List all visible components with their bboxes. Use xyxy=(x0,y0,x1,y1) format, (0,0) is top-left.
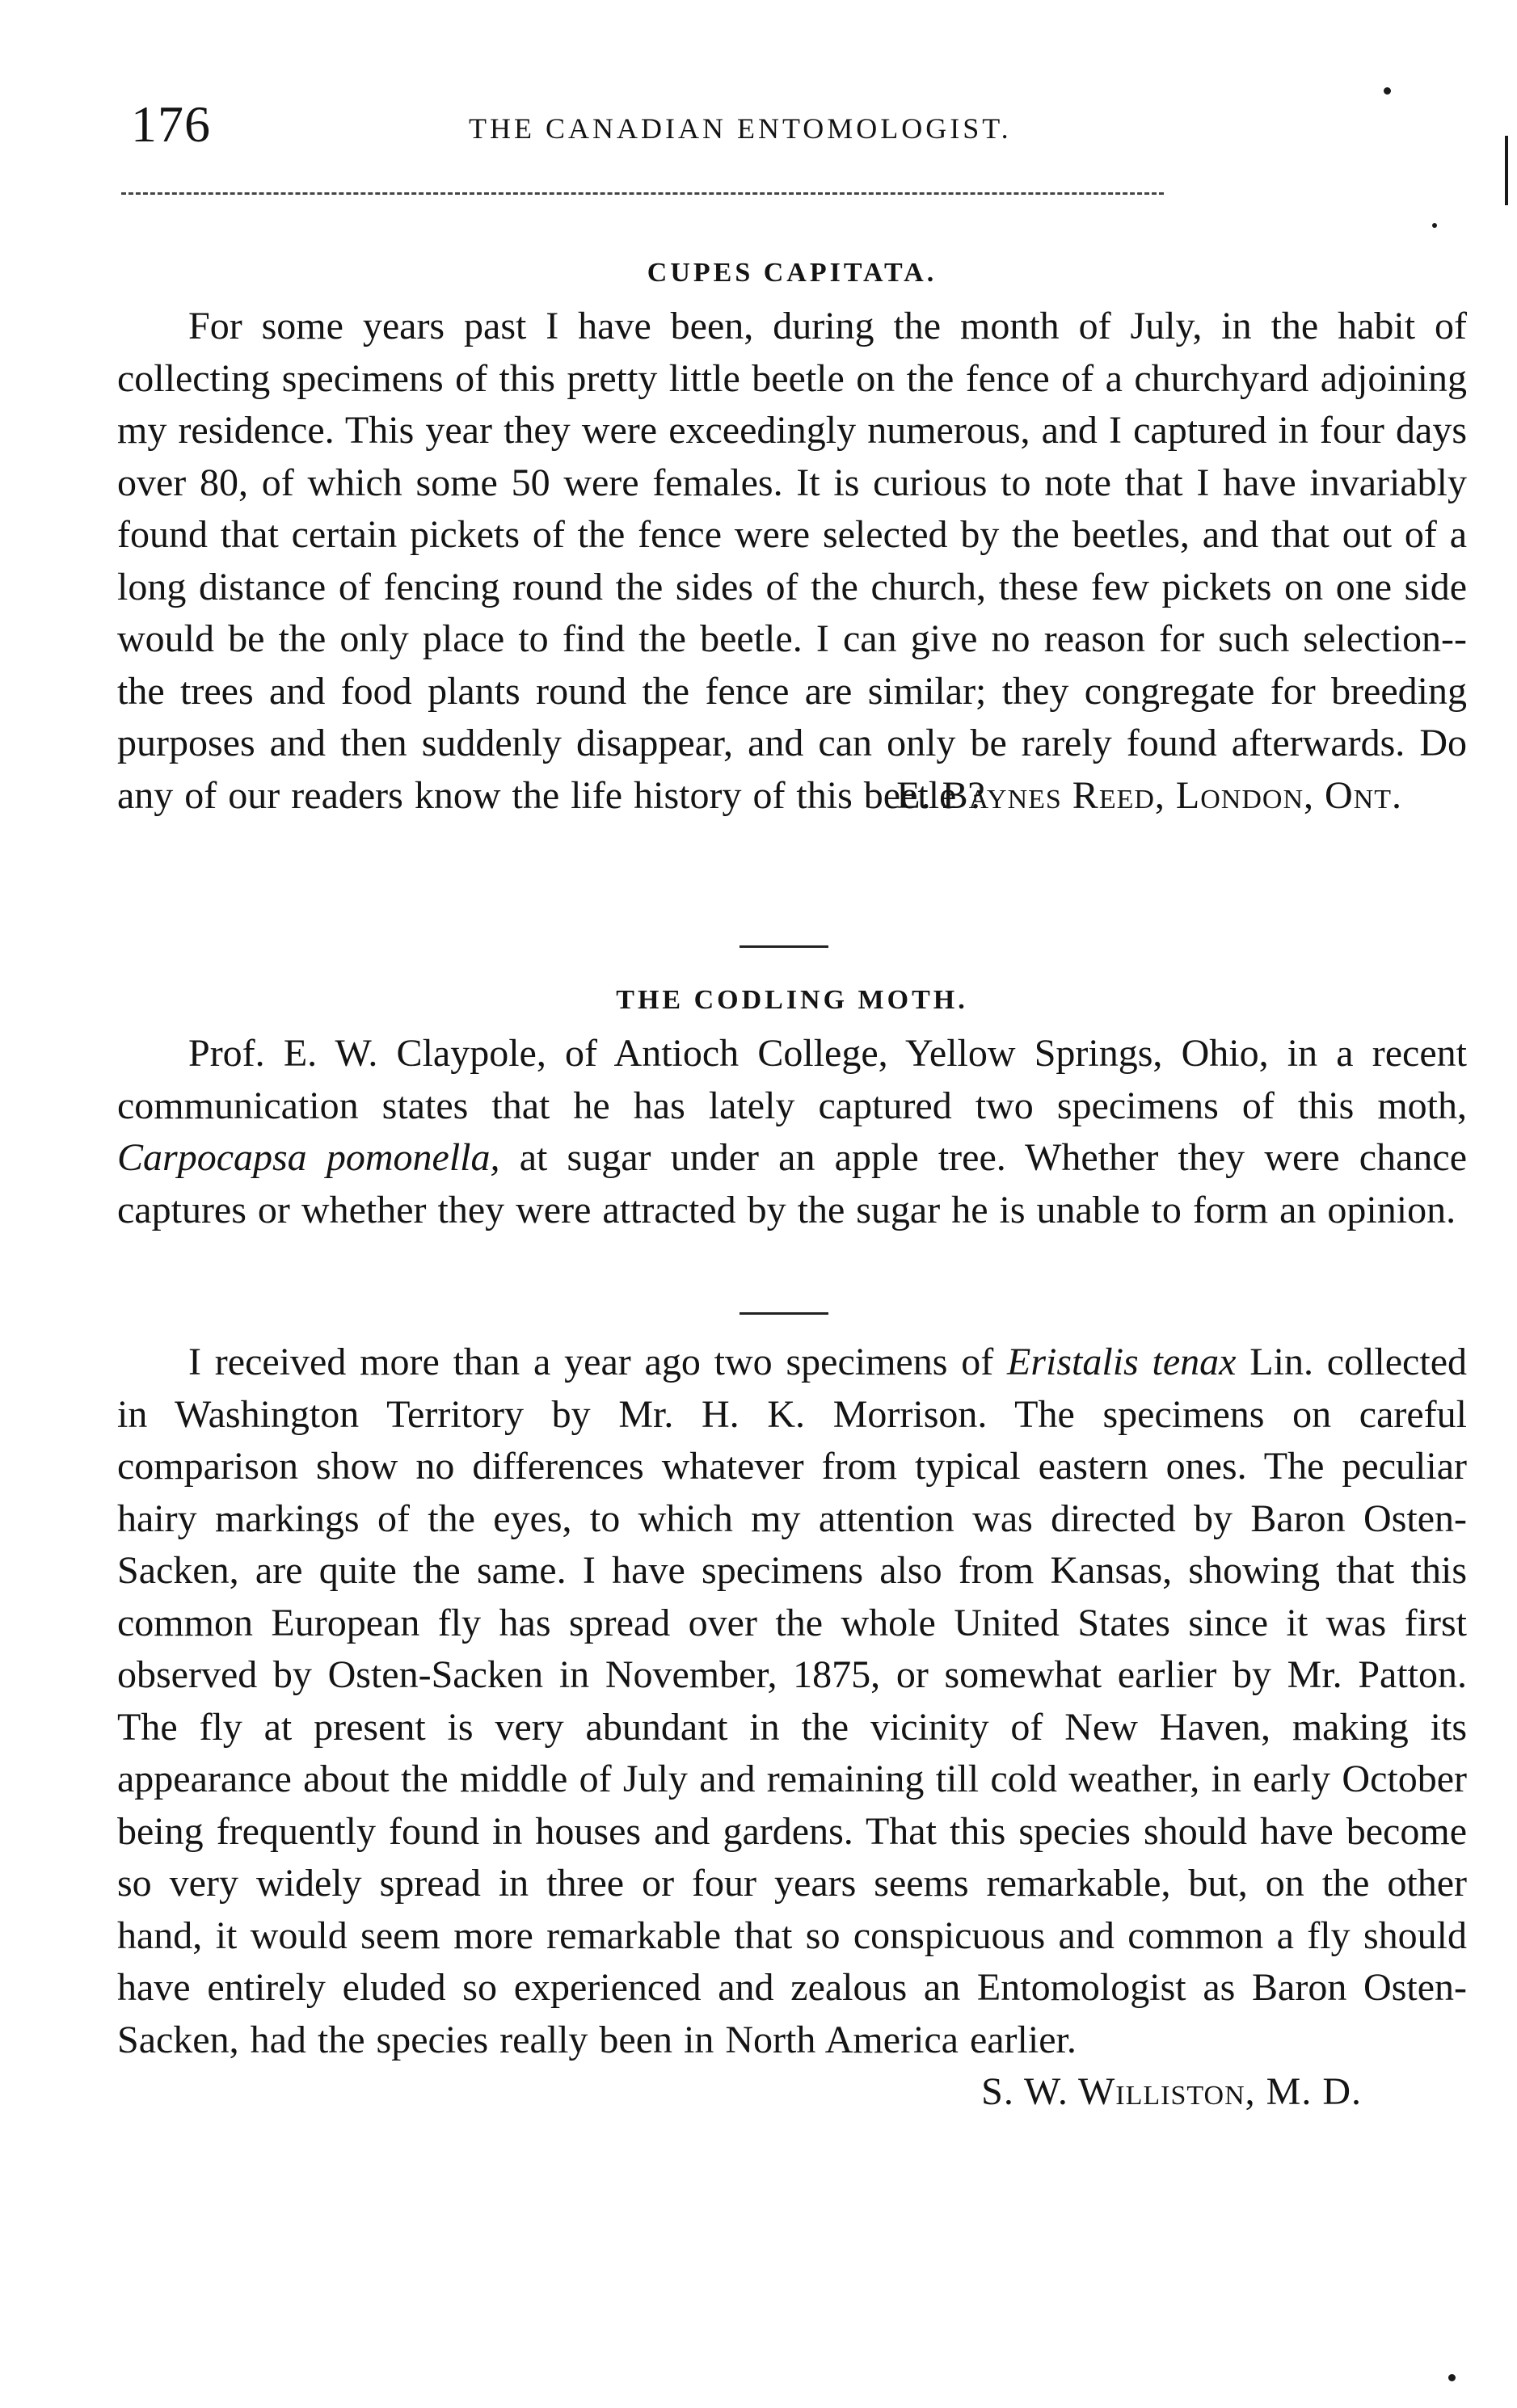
article-body xyxy=(117,1337,1467,2066)
section-rule xyxy=(740,945,828,948)
body-text: Prof. E. W. Claypole, of Antioch College, Yellow Springs, Ohio, in a recent communication states that he has lately captured two specimens of this moth, xyxy=(117,1032,1467,1127)
article-codling-moth xyxy=(117,984,1467,1236)
margin-speck xyxy=(1432,223,1437,228)
author-name: E. Baynes Reed, London, Ont. xyxy=(896,774,1402,817)
article-body xyxy=(117,1028,1467,1236)
margin-speck xyxy=(1384,87,1391,95)
species-name: Eristalis tenax xyxy=(1007,1341,1237,1383)
margin-line xyxy=(1505,136,1508,205)
journal-title: THE CANADIAN ENTOMOLOGIST. xyxy=(469,112,1012,145)
body-text: I received more than a year ago two specimens of xyxy=(188,1341,1008,1383)
article-body: For some years past I have been, during the month of July, in the habit of collecting specimens of this pretty little beetle on the fence of a churchyard adjoining my residence. This year they were exceedingly numerous, and I captured in four days over 80, of which some 50 were females. It is curious to note that I have invariably found that certain pickets of the fence were selected by the beetles, and that out of a long distance of fencing round the sides of the church, these few pickets on one side would be the only place to find the beetle. I can give no reason for such selection--the trees and food plants round the fence are similar; they congregate for breeding purposes and then suddenly disappear, and can only be rarely found afterwards. Do any of our readers know the life history of this beetle ? xyxy=(117,305,1467,817)
header-rule xyxy=(121,192,1164,195)
body-text: Lin. collected in Washington Territory by Mr. H. K. Morrison. The specimens on careful comparison show no differences whatever from typical eastern ones. The peculiar hairy markings of the eyes, to which my attention was directed by Baron Osten-Sacken, are quite the same. I have specimens also from Kansas, showing that this common European fly has spread over the whole United States since it was first observed by Osten-Sacken in November, 1875, or somewhat earlier by Mr. Patton. The fly at present is very abundant in the vicinity of New Haven, making its appearance about the middle of July and remaining till cold weather, in early October being frequently found in houses and gardens. That this species should have become so very widely spread in three or four years seems remarkable, but, on the other hand, it would seem more remarkable that so conspicuous and common a fly should have entirely eluded so experienced and zealous an Entomologist as Baron Osten-Sacken, had the species really been in North America earlier. xyxy=(117,1341,1468,2061)
article-cupes-capitata xyxy=(117,257,1467,823)
page-number: 176 xyxy=(131,95,211,153)
body-text: at sugar under an apple tree. Whether they were chance captures or whether they were attracted by the sugar he is unable to form an opinion. xyxy=(117,1136,1467,1231)
article-heading: THE CODLING MOTH. xyxy=(616,985,968,1015)
section-rule xyxy=(740,1312,828,1315)
author-signature xyxy=(117,2066,1467,2119)
article-heading: CUPES CAPITATA. xyxy=(647,258,938,288)
species-name: Carpocapsa pomonella, xyxy=(117,1136,500,1179)
author-name: S. W. Williston, M. D. xyxy=(981,2070,1362,2113)
running-head xyxy=(121,95,1463,160)
article-eristalis-tenax xyxy=(117,1337,1467,2119)
margin-speck xyxy=(1448,2374,1456,2381)
